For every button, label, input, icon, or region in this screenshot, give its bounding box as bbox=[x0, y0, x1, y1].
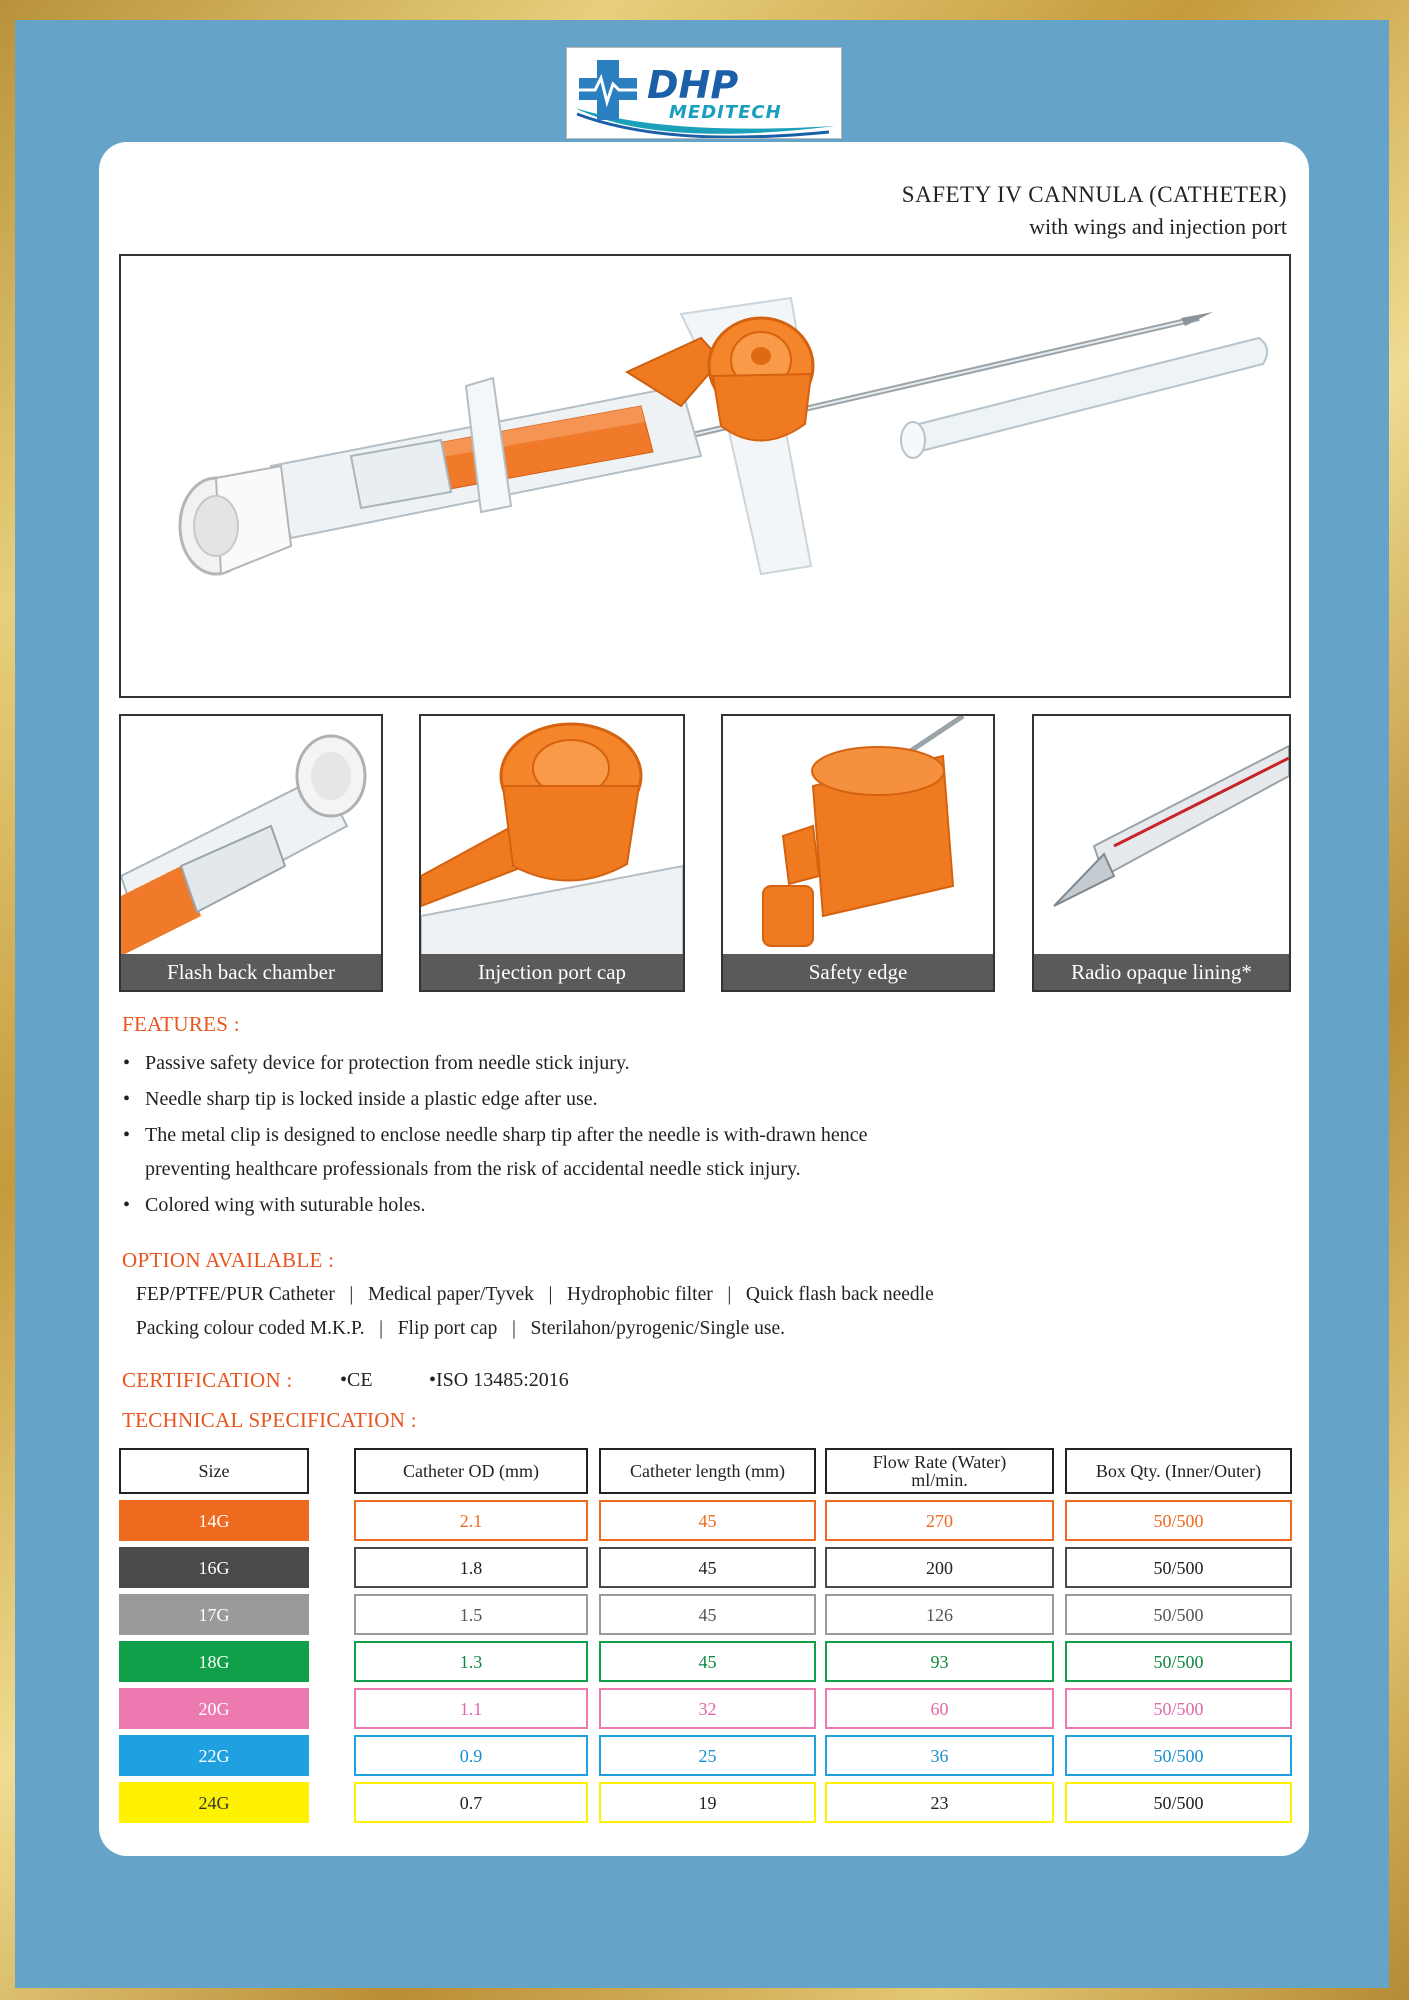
cell-catheter-od: 1.5 bbox=[354, 1594, 588, 1635]
cell-catheter-length: 45 bbox=[599, 1500, 816, 1541]
cell-flow-rate: 93 bbox=[825, 1641, 1054, 1682]
cell-catheter-length: 45 bbox=[599, 1547, 816, 1588]
cell-size: 18G bbox=[119, 1641, 309, 1682]
hero-product-image bbox=[119, 254, 1291, 698]
certification-heading: CERTIFICATION : bbox=[122, 1368, 293, 1392]
header-size: Size bbox=[119, 1448, 309, 1494]
brand-tagline: MEDITECH bbox=[669, 102, 782, 123]
cell-flow-rate: 36 bbox=[825, 1735, 1054, 1776]
thumbnail-caption: Safety edge bbox=[723, 954, 993, 990]
cell-catheter-od: 1.1 bbox=[354, 1688, 588, 1729]
options-line-1: FEP/PTFE/PUR Catheter | Medical paper/Tyvek | Hydrophobic filter | Quick flash back needle bbox=[136, 1284, 934, 1305]
feature-item: • Needle sharp tip is locked inside a plastic edge after use. bbox=[123, 1088, 598, 1110]
thumbnail-safety-edge bbox=[721, 714, 995, 992]
feature-item: • Passive safety device for protection from needle stick injury. bbox=[123, 1052, 630, 1074]
thumbnail-caption: Radio opaque lining* bbox=[1034, 954, 1289, 990]
cell-flow-rate: 60 bbox=[825, 1688, 1054, 1729]
header-catheter-od: Catheter OD (mm) bbox=[354, 1448, 588, 1494]
product-card bbox=[99, 142, 1309, 1856]
thumbnail-caption: Flash back chamber bbox=[121, 954, 381, 990]
thumbnail-radio-opaque-lining bbox=[1032, 714, 1291, 992]
cell-box-qty: 50/500 bbox=[1065, 1500, 1292, 1541]
cell-size: 24G bbox=[119, 1782, 309, 1823]
cell-catheter-od: 0.9 bbox=[354, 1735, 588, 1776]
features-heading: FEATURES : bbox=[122, 1012, 240, 1036]
feature-item: • The metal clip is designed to enclose needle sharp tip after the needle is with-drawn hence bbox=[123, 1124, 868, 1146]
cell-flow-rate: 200 bbox=[825, 1547, 1054, 1588]
feature-item-continued: preventing healthcare professionals from the risk of accidental needle stick injury. bbox=[145, 1158, 801, 1180]
cell-catheter-od: 1.3 bbox=[354, 1641, 588, 1682]
cell-size: 14G bbox=[119, 1500, 309, 1541]
cell-catheter-length: 25 bbox=[599, 1735, 816, 1776]
header-flow-rate: Flow Rate (Water) ml/min. bbox=[825, 1448, 1054, 1494]
cell-box-qty: 50/500 bbox=[1065, 1641, 1292, 1682]
options-heading: OPTION AVAILABLE : bbox=[122, 1248, 335, 1272]
certification-ce: •CE bbox=[340, 1369, 373, 1391]
cell-box-qty: 50/500 bbox=[1065, 1594, 1292, 1635]
cell-size: 20G bbox=[119, 1688, 309, 1729]
tech-spec-heading: TECHNICAL SPECIFICATION : bbox=[122, 1408, 417, 1432]
thumbnail-caption: Injection port cap bbox=[421, 954, 683, 990]
thumbnail-injection-port-cap bbox=[419, 714, 685, 992]
cell-box-qty: 50/500 bbox=[1065, 1782, 1292, 1823]
thumbnail-flash-back-chamber bbox=[119, 714, 383, 992]
cell-box-qty: 50/500 bbox=[1065, 1735, 1292, 1776]
cell-box-qty: 50/500 bbox=[1065, 1547, 1292, 1588]
cell-catheter-od: 0.7 bbox=[354, 1782, 588, 1823]
cell-catheter-length: 45 bbox=[599, 1594, 816, 1635]
cell-catheter-length: 19 bbox=[599, 1782, 816, 1823]
needle-cover-illustration bbox=[901, 338, 1267, 458]
product-title: SAFETY IV CANNULA (CATHETER) bbox=[901, 182, 1287, 207]
cell-size: 16G bbox=[119, 1547, 309, 1588]
cell-flow-rate: 23 bbox=[825, 1782, 1054, 1823]
cell-flow-rate: 270 bbox=[825, 1500, 1054, 1541]
options-line-2: Packing colour coded M.K.P. | Flip port cap | Sterilahon/pyrogenic/Single use. bbox=[136, 1318, 786, 1339]
cell-size: 17G bbox=[119, 1594, 309, 1635]
header-box-qty: Box Qty. (Inner/Outer) bbox=[1065, 1448, 1292, 1494]
product-subtitle: with wings and injection port bbox=[1029, 214, 1287, 239]
cell-catheter-od: 2.1 bbox=[354, 1500, 588, 1541]
cell-catheter-length: 45 bbox=[599, 1641, 816, 1682]
certification-iso: •ISO 13485:2016 bbox=[429, 1369, 569, 1391]
brand-name: DHP bbox=[647, 63, 739, 107]
brand-logo bbox=[566, 47, 842, 139]
header-catheter-length: Catheter length (mm) bbox=[599, 1448, 816, 1494]
cell-catheter-length: 32 bbox=[599, 1688, 816, 1729]
cell-size: 22G bbox=[119, 1735, 309, 1776]
feature-item: • Colored wing with suturable holes. bbox=[123, 1194, 426, 1216]
cell-flow-rate: 126 bbox=[825, 1594, 1054, 1635]
logo-graphic bbox=[567, 48, 841, 138]
cell-box-qty: 50/500 bbox=[1065, 1688, 1292, 1729]
cell-catheter-od: 1.8 bbox=[354, 1547, 588, 1588]
